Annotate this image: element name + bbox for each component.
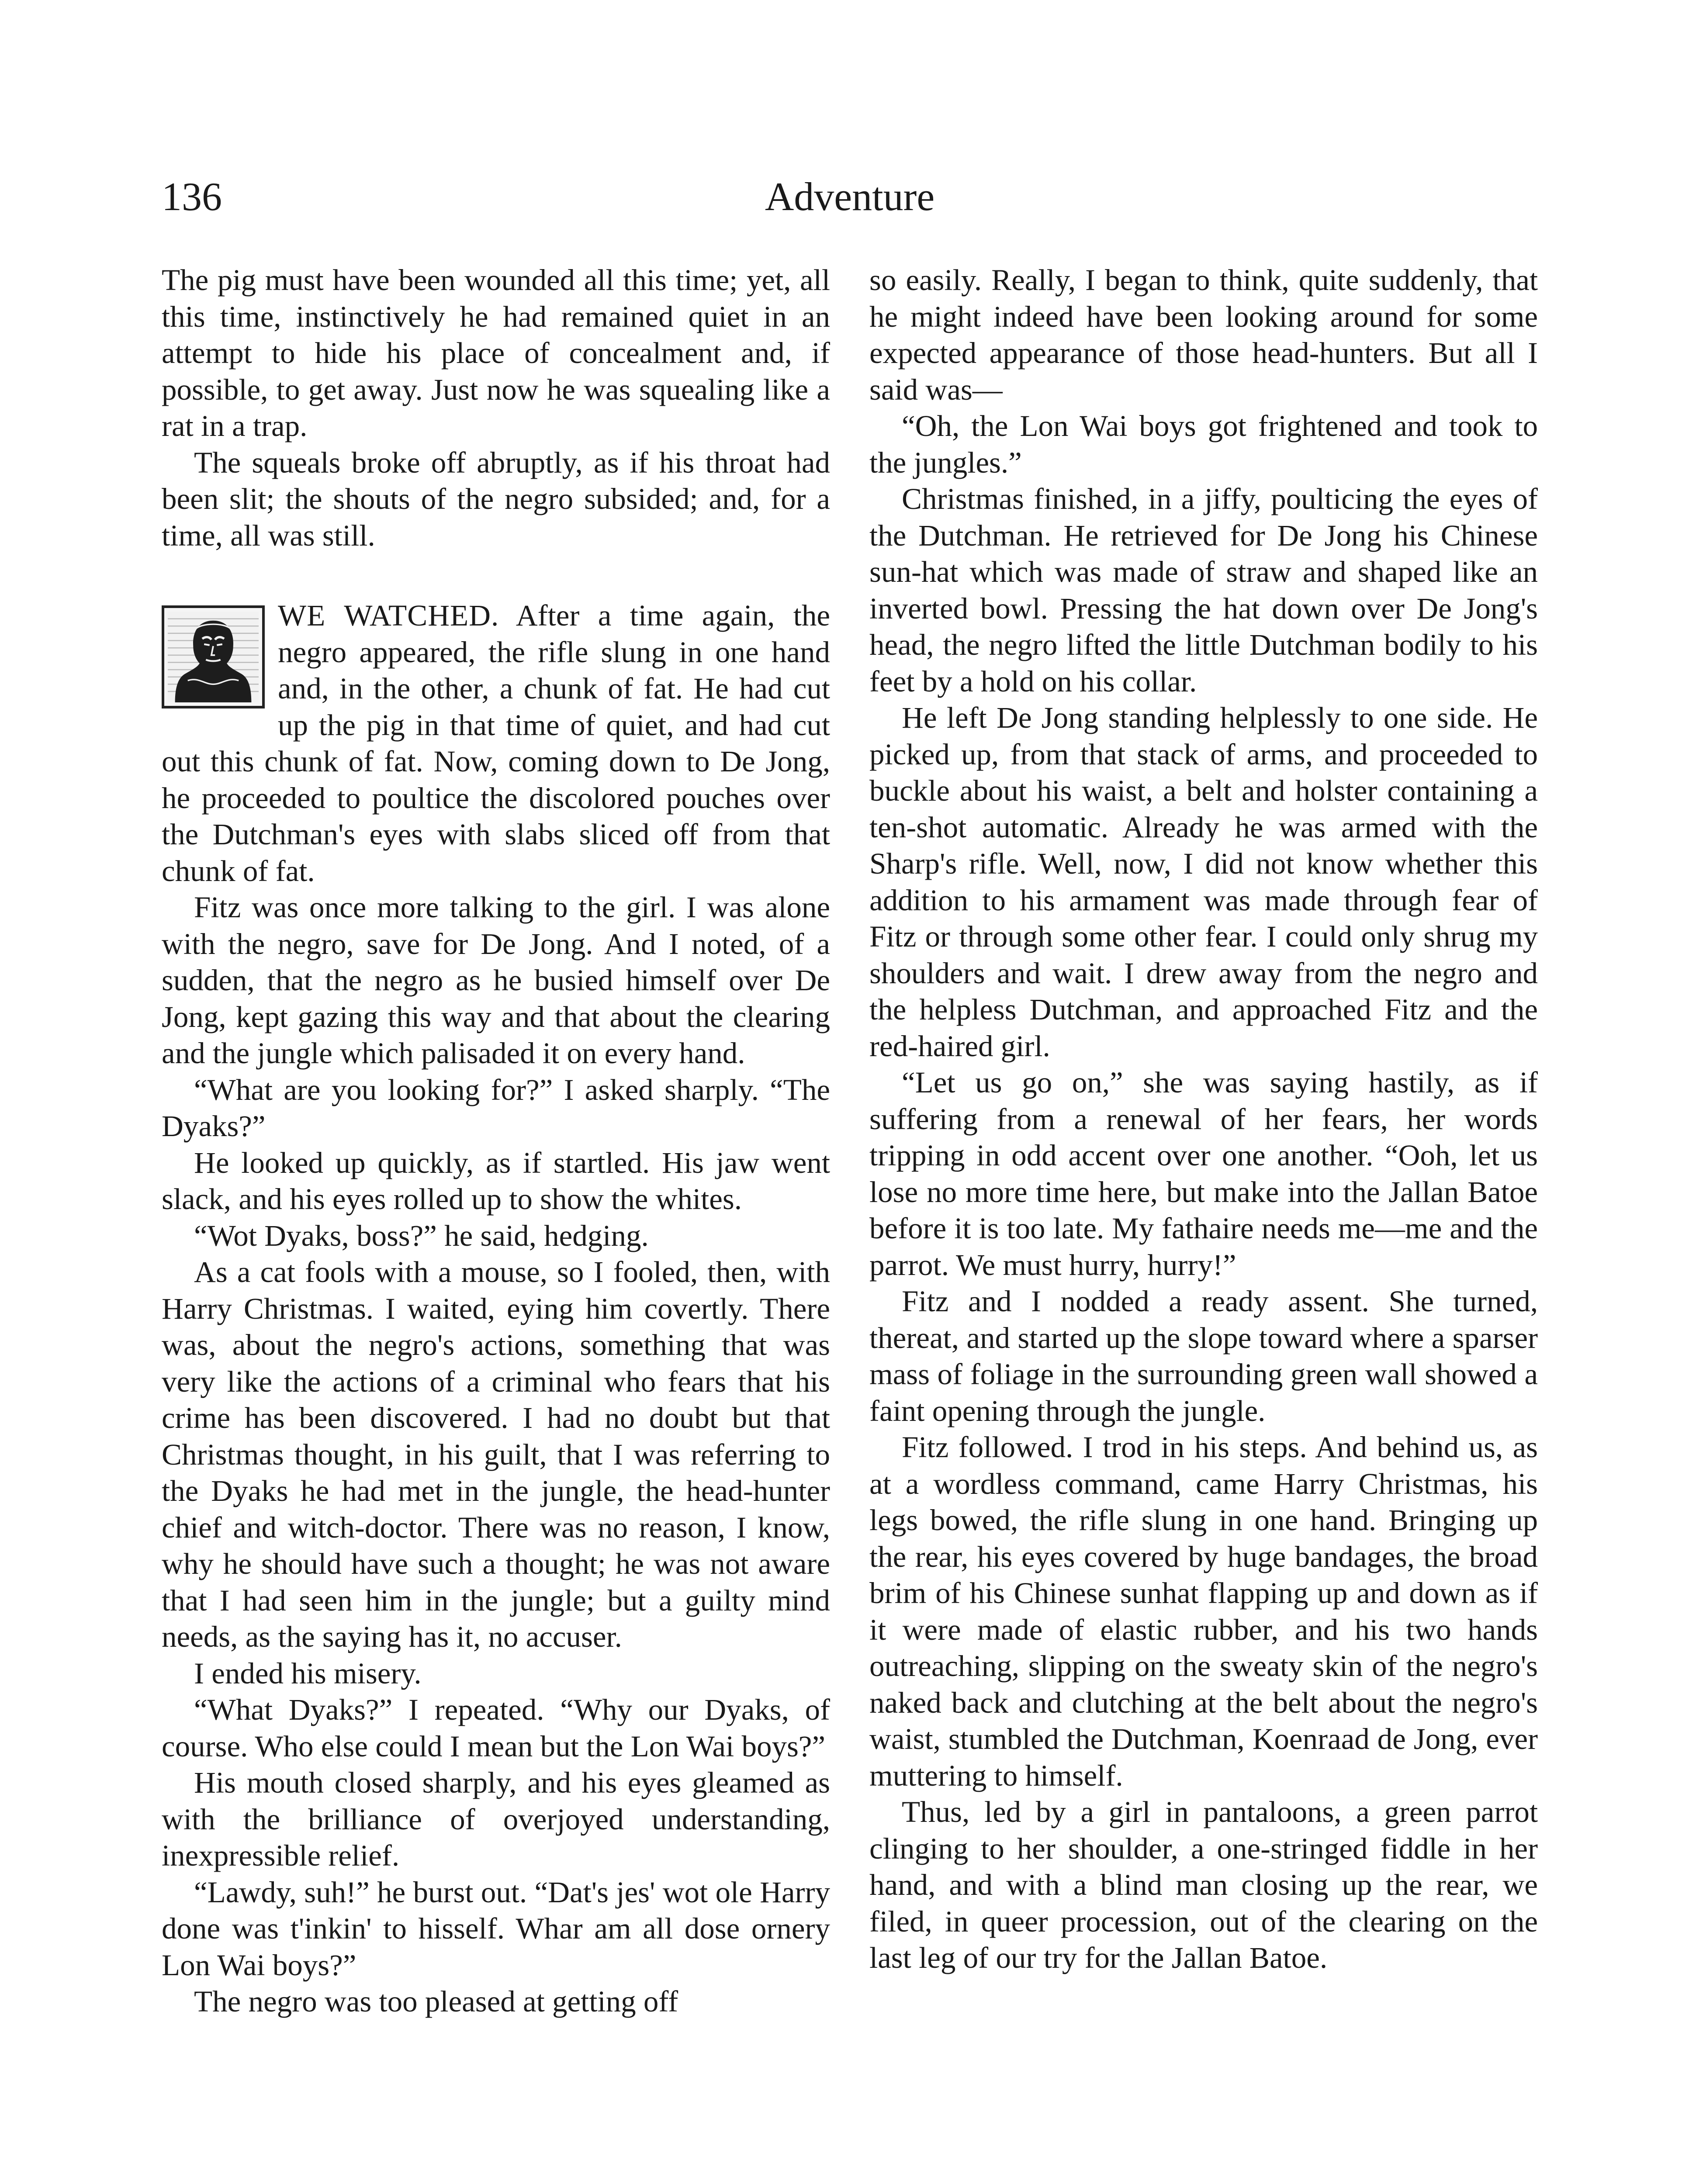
paragraph: “Wot Dyaks, boss?” he said, hedging. [194,1219,649,1252]
section-lead-in: WE WATCHED. [278,599,499,632]
paragraph: The negro was too pleased at getting off [194,1985,678,2018]
paragraph: “Lawdy, suh!” he burst out. “Dat's jes' wot ole Harry done was t'inkin' to hisself. Whar am all dose ornery Lon Wai boys?” [162,1875,830,1982]
page-header [162,166,1538,227]
portrait-woodcut-icon [162,605,265,708]
paragraph: Fitz and I nodded a ready assent. She turned, thereat, and started up the slope toward where a sparser mass of foliage in the surrounding green wall showed a faint opening through the jungle. [869,1285,1538,1427]
paragraph: Fitz followed. I trod in his steps. And behind us, as at a wordless command, came Harry Christmas, his legs bowed, the rifle slung in one hand. Bringing up the rear, his eyes covered by huge bandages, the broad brim of his Chinese sunhat flapping up and down as if it were made of elastic rubber, and his two hands outreaching, slipping on the sweaty skin of the negro's naked back and clutching at the belt about the negro's waist, stumbled the Dutchman, Koenraad de Jong, ever muttering to himself. [869,1431,1538,1792]
right-column [869,262,1538,1977]
running-title: Adventure [765,174,935,219]
section-opening-paragraph [162,598,830,889]
paragraph: “Oh, the Lon Wai boys got frightened and took to the jungles.” [869,409,1538,479]
paragraph: The pig must have been wounded all this time; yet, all this time, instinctively he had remained quiet in an attempt to hide his place of concealment and, if possible, to get away. Just now he was squealing like a rat in a trap. [162,263,830,442]
paragraph: “What are you looking for?” I asked sharply. “The Dyaks?” [162,1073,830,1143]
paragraph: The squeals broke off abruptly, as if his throat had been slit; the shouts of the negro subsided; and, for a time, all was still. [162,446,830,552]
paragraph: Christmas finished, in a jiffy, poulticing the eyes of the Dutchman. He retrieved for De Jong his Chinese sun-hat which was made of straw and shaped like an inverted bowl. Pressing the hat down over De Jong's head, the negro lifted the little Dutchman bodily to his feet by a hold on his collar. [869,482,1538,698]
paragraph-text: After a time again, the negro appeared, the rifle slung in one hand and, in the other, a chunk of fat. He had cut up the pig in that time of quiet, and had cut out this chunk of fat. Now, coming down to De Jong, he proceeded to poultice the discolored pouches over the Dutchman's eyes with slabs sliced off from that chunk of fat. [162,599,830,888]
paragraph: His mouth closed sharply, and his eyes gleamed as with the brilliance of overjoyed understanding, inexpressible relief. [162,1766,830,1872]
paragraph: “Let us go on,” she was saying hastily, as if suffering from a renewal of her fears, her words tripping in odd accent over one another. “Ooh, let us lose no more time here, but make into the Jallan Batoe before it is too late. My fathaire needs me—me and the parrot. We must hurry, hurry!” [869,1066,1538,1282]
paragraph: Fitz was once more talking to the girl. I was alone with the negro, save for De Jong. And I noted, of a sudden, that the negro as he busied himself over De Jong, kept gazing this way and that about the clearing and the jungle which palisaded it on every hand. [162,891,830,1070]
paragraph: He left De Jong standing helplessly to one side. He picked up, from that stack of arms, and proceeded to buckle about his waist, a belt and holster containing a ten-shot automatic. Already he was armed with the Sharp's rifle. Well, now, I did not know whether this addition to his armament was made through fear of Fitz or through some other fear. I could only shrug my shoulders and wait. I drew away from the negro and the helpless Dutchman, and approached Fitz and the red-haired girl. [869,701,1538,1063]
paragraph: As a cat fools with a mouse, so I fooled, then, with Harry Christmas. I waited, eying him covertly. There was, about the negro's actions, something that was very like the actions of a criminal who fears that his crime has been discovered. I had no doubt but that Christmas thought, in his guilt, that I was referring to the Dyaks he had met in the jungle, the head-hunter chief and witch-doctor. There was no reason, I know, why he should have such a thought; he was not aware that I had seen him in the jungle; but a guilty mind needs, as the saying has it, no accuser. [162,1255,830,1653]
paragraph: Thus, led by a girl in pantaloons, a green parrot clinging to her shoulder, a one-stringed fiddle in her hand, and with a blind man closing up the rear, we filed, in queer procession, out of the clearing on the last leg of our try for the Jallan Batoe. [869,1795,1538,1974]
paragraph: “What Dyaks?” I repeated. “Why our Dyaks, of course. Who else could I mean but the Lon Wai boys?” [162,1693,830,1763]
paragraph: I ended his misery. [194,1656,422,1690]
page-number: 136 [162,174,222,219]
left-column [162,262,830,2020]
paragraph: so easily. Really, I began to think, quite suddenly, that he might indeed have been looking around for some expected appearance of those head-hunters. But all I said was— [869,263,1538,406]
paragraph: He looked up quickly, as if startled. His jaw went slack, and his eyes rolled up to show the whites. [162,1146,830,1216]
